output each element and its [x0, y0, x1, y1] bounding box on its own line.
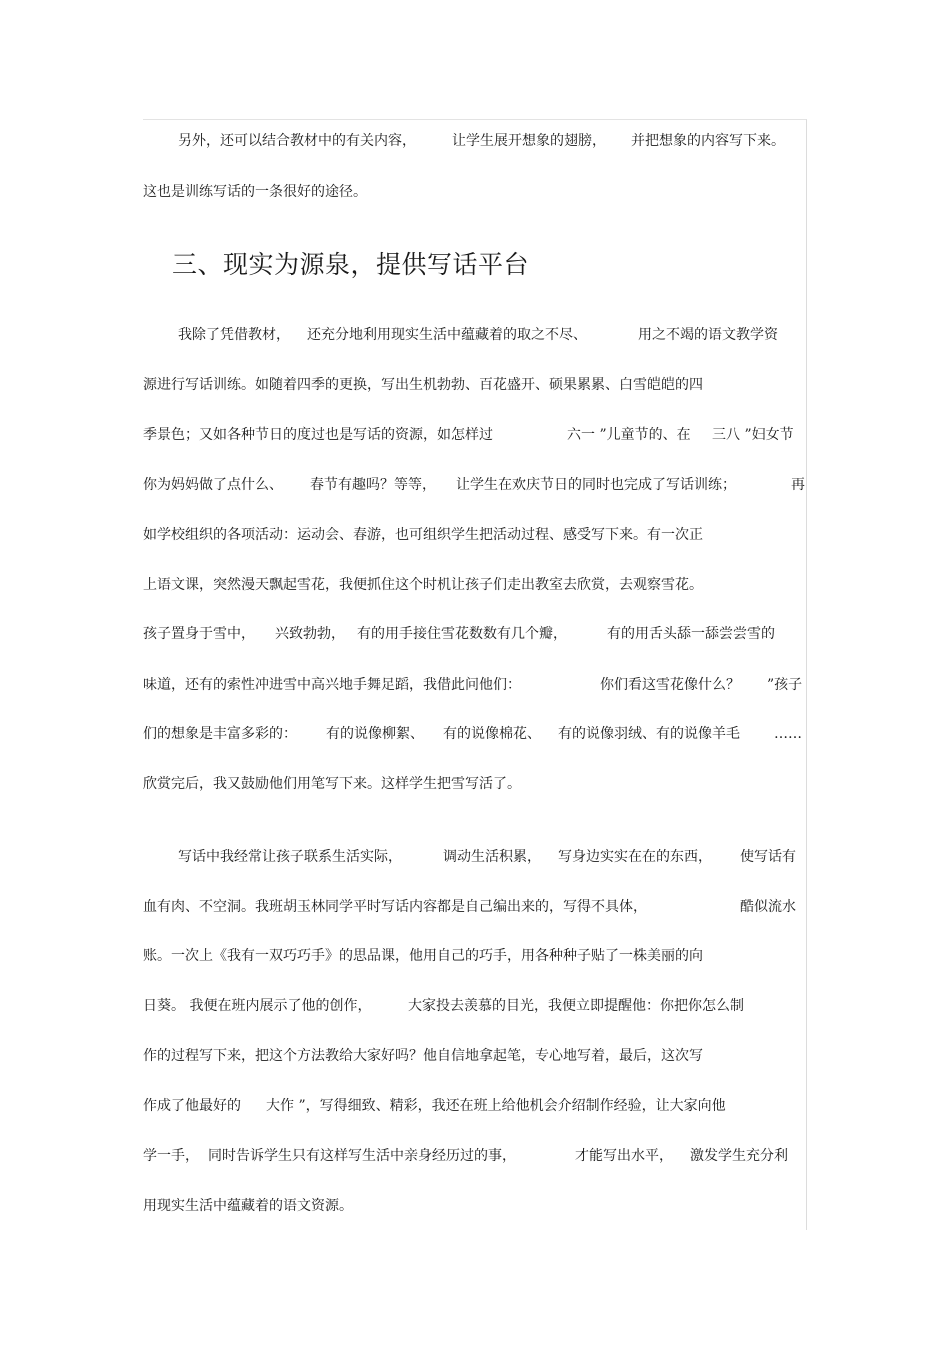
paragraph-2-line-3 [143, 423, 806, 447]
text-segment: 有的说像棉花、 [443, 726, 541, 742]
text-segment: 季景色；又如各种节日的度过也是写话的资源，如怎样过 [143, 427, 493, 443]
text-segment: 才能写出水平， [575, 1148, 673, 1164]
text-segment: 让学生展开想象的翅膀， [452, 133, 606, 149]
text-segment: 有的用手接住雪花数数有几个瓣， [357, 626, 567, 642]
text-segment: 作成了他最好的 [143, 1098, 241, 1114]
paragraph-3-line-1 [143, 845, 806, 869]
text-segment: 你们看这雪花像什么？ [600, 677, 740, 693]
paragraph-2-line-8 [143, 673, 806, 697]
paragraph-3-line-2 [143, 895, 806, 919]
paragraph-2-line-10 [143, 772, 806, 796]
text-segment: 春节有趣吗？等等， [310, 477, 436, 493]
text-segment: 用之不竭的语文教学资 [638, 327, 778, 343]
text-segment: 并把想象的内容写下来。 [631, 133, 785, 149]
text-segment: 还充分地利用现实生活中蕴藏着的取之不尽、 [307, 327, 587, 343]
paragraph-2-line-4 [143, 473, 806, 497]
paragraph-3-line-6 [143, 1094, 806, 1118]
text-segment: 有的说像羽绒、有的说像羊毛 [558, 726, 740, 742]
paragraph-2-line-2 [143, 373, 806, 397]
text-segment: 欣赏完后，我又鼓励他们用笔写下来。这样学生把雪写活了。 [143, 776, 521, 792]
text-segment: 写话中我经常让孩子联系生活实际， [178, 849, 402, 865]
text-segment: 账。一次上《我有一双巧巧手》的思品课，他用自己的巧手，用各种种子贴了一株美丽的向 [143, 948, 703, 964]
text-segment: 们的想象是丰富多彩的： [143, 726, 297, 742]
text-segment: 有的说像柳絮、 [326, 726, 424, 742]
text-segment: 使写话有 [740, 849, 796, 865]
paragraph-3-line-4 [143, 994, 806, 1018]
text-segment: 同时告诉学生只有这样写生活中亲身经历过的事， [208, 1148, 516, 1164]
text-segment: 用现实生活中蕴藏着的语文资源。 [143, 1198, 353, 1214]
text-segment: 大作 ”，写得细致、精彩，我还在班上给他机会介绍制作经验，让大家向他 [266, 1098, 726, 1114]
text-segment: 六一 ”儿童节的、在 [567, 427, 691, 443]
text-segment: 兴致勃勃， [275, 626, 345, 642]
text-segment: 三八 ”妇女节 [712, 427, 794, 443]
text-segment: 写身边实实在在的东西， [558, 849, 712, 865]
paragraph-3-line-7 [143, 1144, 806, 1168]
paragraph-2-line-7 [143, 622, 806, 646]
text-segment: 味道，还有的索性冲进雪中高兴地手舞足蹈，我借此问他们： [143, 677, 521, 693]
text-segment: 大家投去羡慕的目光，我便立即提醒他：你把你怎么制 [408, 998, 744, 1014]
paragraph-2-line-5 [143, 523, 806, 547]
text-segment: 日葵。 我便在班内展示了他的创作， [143, 998, 372, 1014]
text-segment: 孩子置身于雪中， [143, 626, 255, 642]
text-segment: 酷似流水 [740, 899, 796, 915]
paragraph-1-line-1 [143, 129, 806, 153]
text-segment: 作的过程写下来，把这个方法教给大家好吗？他自信地拿起笔，专心地写着，最后，这次写 [143, 1048, 703, 1064]
text-segment: 学一手， [143, 1148, 199, 1164]
text-segment: 你为妈妈做了点什么、 [143, 477, 283, 493]
text-segment: 上语文课，突然漫天飘起雪花，我便抓住这个时机让孩子们走出教室去欣赏，去观察雪花。 [143, 577, 703, 593]
text-segment: ”孩子 [767, 677, 803, 693]
text-segment: 血有肉、不空洞。我班胡玉林同学平时写话内容都是自己编出来的，写得不具体， [143, 899, 647, 915]
text-segment: 这也是训练写话的一条很好的途径。 [143, 184, 367, 200]
section-heading: 三、现实为源泉，提供写话平台 [172, 250, 530, 279]
text-segment: 激发学生充分利 [690, 1148, 788, 1164]
paragraph-1-line-2 [143, 180, 806, 204]
text-segment: 调动生活积累， [443, 849, 541, 865]
paragraph-3-line-3 [143, 944, 806, 968]
paragraph-3-line-8 [143, 1194, 806, 1218]
paragraph-2-line-1 [143, 323, 806, 347]
text-segment: 源进行写话训练。如随着四季的更换，写出生机勃勃、百花盛开、硕果累累、白雪皑皑的四 [143, 377, 703, 393]
text-segment: …… [774, 726, 802, 742]
paragraph-3-line-5 [143, 1044, 806, 1068]
text-segment: 让学生在欢庆节日的同时也完成了写话训练； [456, 477, 736, 493]
paragraph-2-line-6 [143, 573, 806, 597]
text-segment: 另外，还可以结合教材中的有关内容， [178, 133, 416, 149]
text-segment: 如学校组织的各项活动：运动会、春游，也可组织学生把活动过程、感受写下来。有一次正 [143, 527, 703, 543]
text-segment: 有的用舌头舔一舔尝尝雪的 [607, 626, 775, 642]
text-segment: 我除了凭借教材， [178, 327, 290, 343]
text-segment: 再 [791, 477, 805, 493]
paragraph-2-line-9 [143, 722, 806, 746]
